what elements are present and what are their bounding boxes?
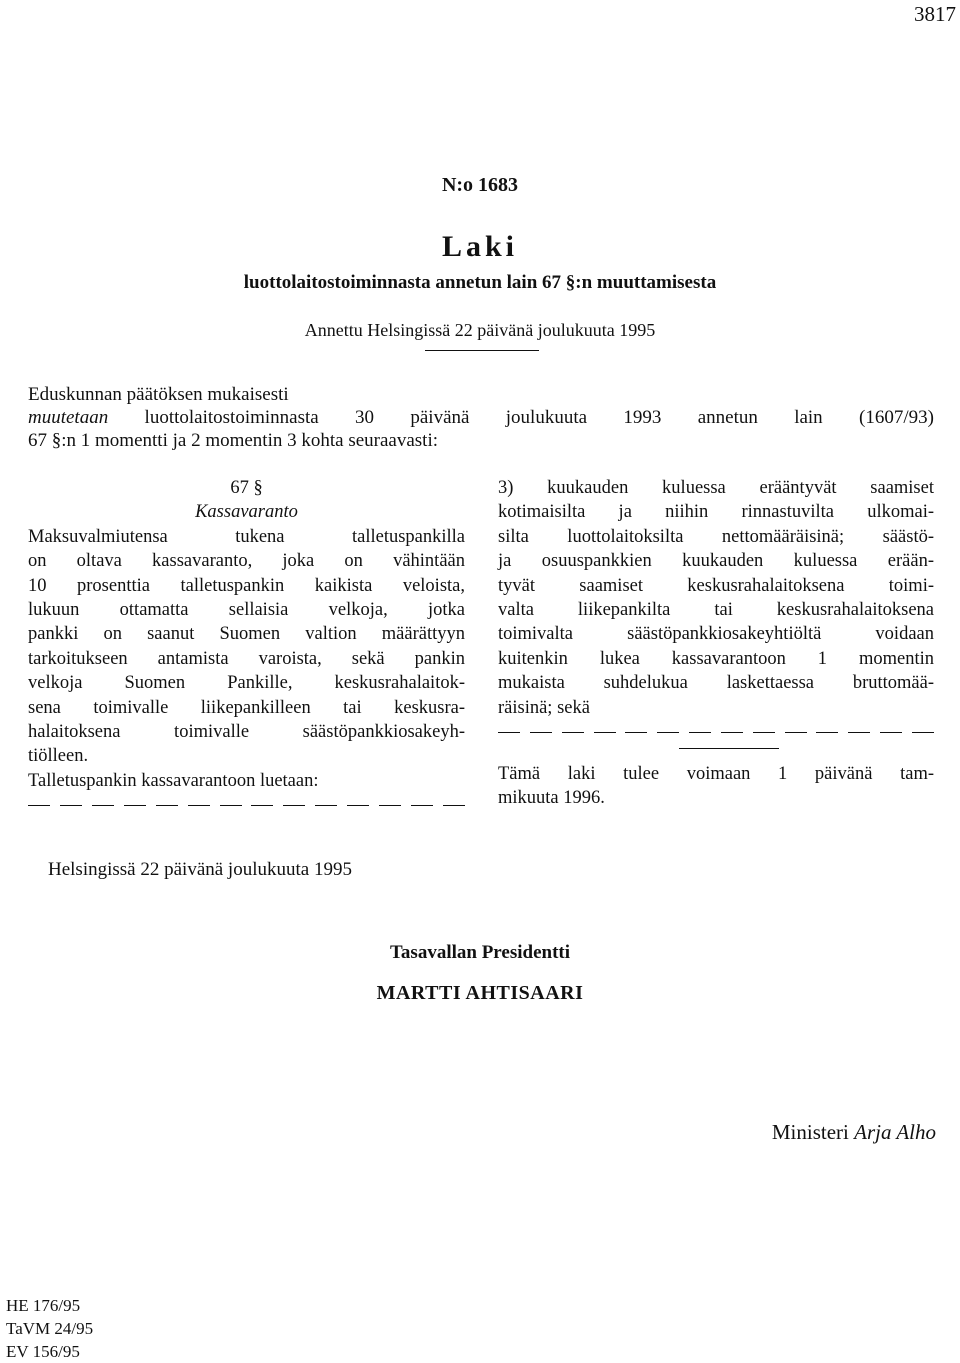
intro-word: (1607/93)	[859, 407, 934, 428]
reference-list	[6, 1294, 93, 1363]
entry-into-force-line-1: Tämä laki tulee voimaan 1 päivänä tam-	[498, 764, 934, 785]
intro-word: 30	[355, 407, 375, 428]
statute-number: N:o 1683	[441, 174, 519, 196]
intro-line-2	[28, 406, 934, 429]
reference-item: EV 156/95	[6, 1342, 80, 1361]
intro-word: päivänä	[410, 407, 470, 428]
title-divider	[425, 350, 539, 351]
text-line: lukuun ottamatta sellaisia velkoja, jotka	[28, 600, 465, 621]
minister-signature	[772, 1120, 936, 1145]
list-intro: Talletuspankin kassavarantoon luetaan:	[28, 770, 319, 791]
reference-item: TaVM 24/95	[6, 1319, 94, 1338]
section-divider	[679, 748, 779, 749]
place-and-date: Helsingissä 22 päivänä joulukuuta 1995	[48, 859, 352, 880]
document-heading: Laki	[441, 230, 519, 263]
text-line: tarkoitukseen antamista varoista, sekä pankin	[28, 648, 465, 669]
section-divider-wrap	[498, 744, 934, 758]
text-line: tyvät saamiset keskusrahalaitoksena toimi-	[498, 575, 934, 596]
omission-dashes	[28, 793, 465, 817]
text-line: kuitenkin lukea kassavarantoon 1 momentin	[498, 648, 934, 669]
text-line: valta liikepankilta tai keskusrahalaitoksena	[498, 600, 934, 621]
text-line: toimivalta säästöpankkiosakeyhtiöltä voidaan	[498, 624, 934, 645]
text-line: kotimaisilta ja niihin rinnastuvilta ulkomai-	[498, 502, 934, 523]
right-column	[498, 476, 934, 811]
text-line: Maksuvalmiutensa tukena talletuspankilla	[28, 526, 465, 547]
intro-word: luottolaitostoiminnasta	[144, 407, 319, 428]
text-line: on oltava kassavaranto, joka on vähintään	[28, 551, 465, 572]
text-line: ja osuuspankkien kuukauden kuluessa erään-	[498, 551, 934, 572]
intro-word: joulukuuta	[505, 407, 588, 428]
text-line: velkoja Suomen Pankille, keskusrahalaitok-	[28, 673, 465, 694]
president-name: MARTTI AHTISAARI	[376, 982, 584, 1004]
text-line: tiölleen.	[28, 746, 89, 767]
text-line: sena toimivalle liikepankilleen tai keskusra-	[28, 697, 465, 718]
text-line: räisinä; sekä	[498, 697, 590, 718]
given-date: Annettu Helsingissä 22 päivänä joulukuuta 1995	[304, 320, 656, 340]
text-line: 3) kuukauden kuluessa erääntyvät saamiset	[498, 478, 934, 498]
enacting-clause	[28, 383, 934, 452]
intro-line-3: 67 §:n 1 momentti ja 2 momentin 3 kohta seuraavasti:	[28, 430, 439, 451]
president-title: Tasavallan Presidentti	[390, 942, 570, 963]
text-line: silta luottolaitoksilta nettomääräisinä; säästö-	[498, 526, 934, 547]
intro-word: 1993	[623, 407, 662, 428]
minister-name: Arja Alho	[854, 1120, 936, 1144]
section-number: 67 §	[230, 478, 263, 498]
left-column	[28, 476, 465, 817]
text-line: pankki on saanut Suomen valtion määrättyyn	[28, 624, 465, 645]
entry-into-force-line-2: mikuuta 1996.	[498, 788, 605, 809]
text-line: mukaista suhdelukua laskettaessa bruttomää-	[498, 673, 934, 694]
intro-italic-word: muutetaan	[28, 407, 109, 428]
intro-word: annetun	[697, 407, 758, 428]
page-number: 3817	[914, 2, 956, 26]
section-title: Kassavaranto	[195, 502, 298, 523]
omission-dashes	[498, 720, 934, 744]
reference-item: HE 176/95	[6, 1296, 81, 1315]
intro-line-1: Eduskunnan päätöksen mukaisesti	[28, 384, 289, 405]
minister-title: Ministeri	[771, 1120, 849, 1144]
text-line: 10 prosenttia talletuspankin kaikista veloista,	[28, 575, 465, 596]
document-subtitle: luottolaitostoiminnasta annetun lain 67 §:n muuttamisesta	[243, 272, 717, 293]
text-line: halaitoksena toimivalle säästöpankkiosakeyh-	[28, 722, 465, 743]
intro-word: lain	[794, 407, 823, 428]
